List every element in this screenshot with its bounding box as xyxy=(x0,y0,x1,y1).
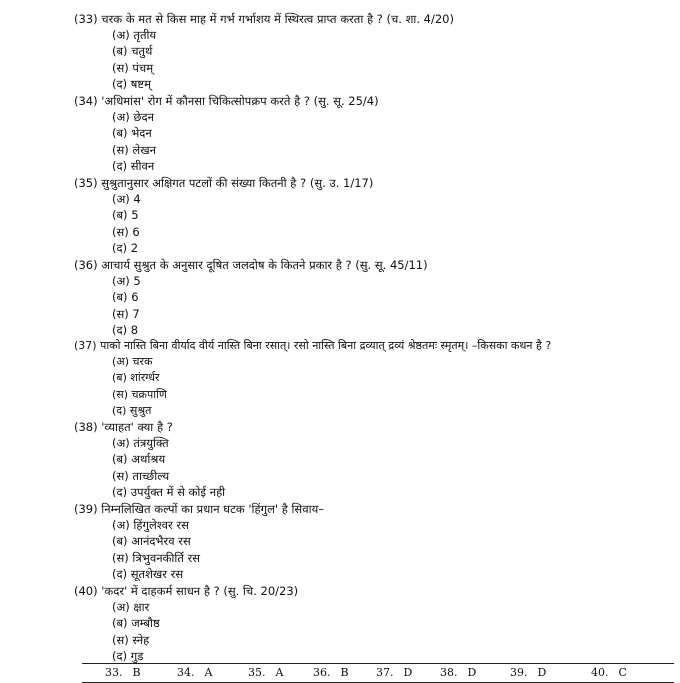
option-a: (अ) चरक xyxy=(112,355,153,368)
question-33 xyxy=(74,11,664,93)
answer-number: 38. xyxy=(440,666,458,679)
option-a: (अ) तंत्रयुक्ति xyxy=(112,436,169,450)
answer-letter: A xyxy=(204,666,213,679)
option-c: (स) स्नेह xyxy=(112,632,150,647)
option-a: (अ) 5 xyxy=(112,274,141,288)
option-b: (ब) आनंदभैरव रस xyxy=(112,534,191,549)
answer-number: 37. xyxy=(376,666,394,679)
question-text: (33) चरक के मत से किस माह में गर्भ गर्भाशय में स्थिरत्व प्राप्त करता है ? (च. शा. 4/20) xyxy=(74,12,454,26)
option-d: (द) सीवन xyxy=(112,159,155,174)
answer-letter: A xyxy=(275,666,284,679)
question-39 xyxy=(74,501,664,583)
answer-item xyxy=(376,666,412,679)
option-d: (द) सुश्रुत xyxy=(112,404,152,418)
option-b: (ब) अर्थाश्रय xyxy=(112,452,166,467)
option-c: (स) 7 xyxy=(112,306,140,321)
answer-number: 36. xyxy=(313,666,331,679)
option-d: (द) उपर्युक्त में से कोई नही xyxy=(112,485,226,500)
question-text: (40) 'कदर' में दाहकर्म साधन है ? (सु. चि. 20/23) xyxy=(74,584,299,598)
answer-item xyxy=(440,666,476,679)
option-c: (स) 6 xyxy=(112,224,140,239)
question-text: (34) 'अधिमांस' रोग में कौनसा चिकित्सोपक्रप करते है ? (सु. सू. 25/4) xyxy=(74,94,379,108)
question-37 xyxy=(74,338,664,420)
answer-item xyxy=(510,666,546,679)
option-c: (स) त्रिभुवनकीर्ति रस xyxy=(112,550,201,565)
answer-number: 39. xyxy=(510,666,528,679)
option-a: (अ) हिंगुलेश्वर रस xyxy=(112,518,189,532)
answer-letter: D xyxy=(403,666,413,679)
option-b: (ब) शांरर्ग्धर xyxy=(112,371,160,385)
answer-number: 34. xyxy=(177,666,195,679)
question-35 xyxy=(74,175,664,257)
question-40 xyxy=(74,583,664,665)
option-d: (द) 8 xyxy=(112,323,139,338)
answer-number: 40. xyxy=(591,666,609,679)
answer-letter: B xyxy=(340,666,349,679)
answer-letter: B xyxy=(132,666,141,679)
option-b: (ब) 5 xyxy=(112,208,139,223)
answer-number: 35. xyxy=(248,666,266,679)
option-b: (ब) जम्बौष्ठ xyxy=(112,616,160,631)
option-a: (अ) तृतीय xyxy=(112,28,157,42)
question-36 xyxy=(74,257,664,339)
answer-key xyxy=(82,663,674,683)
option-b: (ब) भेदन xyxy=(112,126,152,141)
option-d: (द) षष्टम् xyxy=(112,77,151,92)
option-d: (द) गुड xyxy=(112,649,144,664)
question-text: (35) सुश्रुतानुसार अक्षिगत पटलों की संख्या कितनी है ? (सु. उ. 1/17) xyxy=(74,176,374,190)
option-a: (अ) क्षार xyxy=(112,600,150,614)
option-d: (द) 2 xyxy=(112,241,139,256)
option-b: (ब) चतुर्थ xyxy=(112,44,153,59)
question-text: (38) 'व्याहत' क्या है ? xyxy=(74,420,173,434)
answer-letter: D xyxy=(537,666,547,679)
option-b: (ब) 6 xyxy=(112,290,139,305)
option-c: (स) लेखन xyxy=(112,142,156,157)
option-c: (स) पंचम् xyxy=(112,60,154,75)
option-c: (स) चक्रपाणि xyxy=(112,387,167,401)
option-a: (अ) 4 xyxy=(112,192,141,206)
answer-letter: C xyxy=(618,666,627,679)
question-text: (36) आचार्य सुश्रुत के अनुसार दूषित जलदोष के कितने प्रकार है ? (सु. सू. 45/11) xyxy=(74,258,428,272)
answer-item xyxy=(313,666,349,679)
answer-item xyxy=(177,666,212,679)
option-c: (स) ताच्छील्य xyxy=(112,468,170,483)
question-text: (37) पाको नास्ति बिना वीर्याद वीर्य नास्ति बिना रसात्। रसो नास्ति बिना द्रव्यात् द्रव्यं श्रेष्ठतमः स्मृतम्। –किसका कथन है ? xyxy=(74,339,552,352)
answer-letter: D xyxy=(467,666,477,679)
question-text: (39) निम्नलिखित कल्पों का प्रधान घटक 'हिंगुल' है सिवाय– xyxy=(74,502,325,516)
answer-number: 33. xyxy=(105,666,123,679)
option-d: (द) सूतशेखर रस xyxy=(112,567,184,582)
answer-item xyxy=(248,666,283,679)
answer-item xyxy=(105,666,141,679)
option-a: (अ) छेदन xyxy=(112,110,154,124)
question-38 xyxy=(74,419,664,501)
question-34 xyxy=(74,93,664,175)
answer-item xyxy=(591,666,627,679)
